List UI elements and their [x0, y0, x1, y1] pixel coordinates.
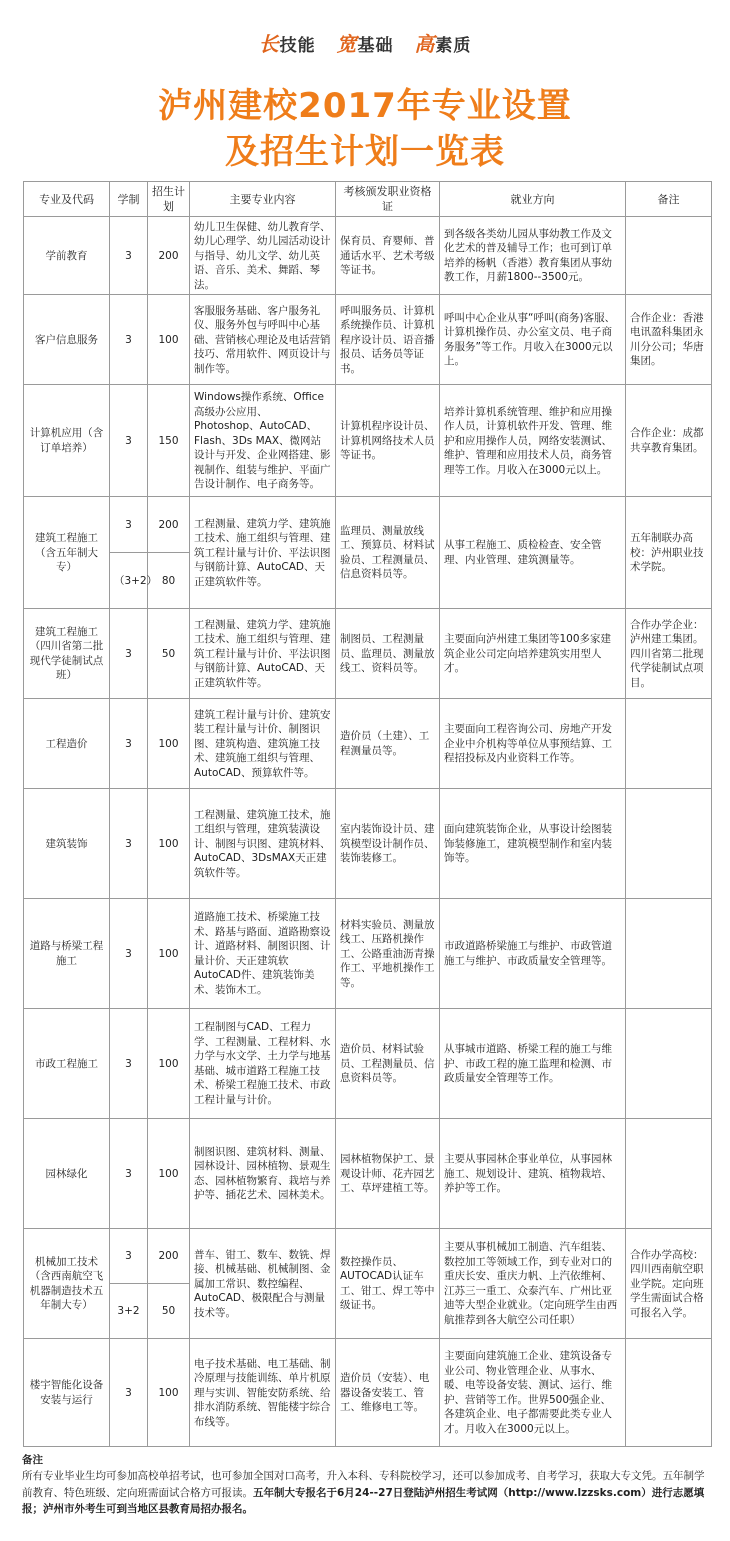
- table-row: [24, 385, 712, 497]
- job-cell: 到各级各类幼儿园从事幼教工作及文化艺术的普及辅导工作；也可到订单培养的杨帆（香港）教育集团从事幼教工作，月薪1800--3500元。: [440, 217, 626, 295]
- cert-cell: 呼叫服务员、计算机系统操作员、计算机程序设计员、语音播报员、话务员等证书。: [336, 295, 440, 385]
- job-cell: 主要面向建筑施工企业、建筑设备专业公司、物业管理企业、从事水、暖、电等设备安装、测试、运行、维护、营销等工作。世界500强企业、各建筑企业、电子都需要此类专业人才。月收入在3000元以上。: [440, 1339, 626, 1447]
- table-row: [24, 699, 712, 789]
- slogan-word-2: 基础: [357, 36, 394, 56]
- table-row: [24, 217, 712, 295]
- notes-section: [22, 1452, 712, 1517]
- cert-cell: 数控操作员、AUTOCAD认证车工、钳工、焊工等中级证书。: [336, 1229, 440, 1339]
- page-title-line1: 泸州建校2017年专业设置: [158, 86, 572, 126]
- job-cell: 从事城市道路、桥梁工程的施工与维护、市政工程的施工监理和检测、市政质量安全管理等工作。: [440, 1009, 626, 1119]
- header-courses: 主要专业内容: [190, 182, 336, 217]
- courses-cell: 电子技术基础、电工基础、制冷原理与技能训练、单片机原理与实训、智能安防系统、给排水消防系统、智能楼宇综合布线等。: [190, 1339, 336, 1447]
- job-cell: 面向建筑装饰企业，从事设计绘图装饰装修施工，建筑模型制作和室内装饰等。: [440, 789, 626, 899]
- courses-cell: 工程测量、建筑力学、建筑施工技术、施工组织与管理、建筑工程计量与计价、平法识图与钢筋计算、AutoCAD、天正建筑软件等。: [190, 609, 336, 699]
- plan-cell: 100: [148, 1339, 190, 1447]
- plan-cell: 80: [148, 553, 190, 609]
- slogan-word-1: 技能: [279, 36, 316, 56]
- plan-cell: 150: [148, 385, 190, 497]
- header-plan: 招生计划: [148, 182, 190, 217]
- table-row: [24, 1339, 712, 1447]
- table-row: [24, 1119, 712, 1229]
- note-cell: 合作办学高校：四川西南航空职业学院。定向班学生需面试合格可报名入学。: [626, 1229, 712, 1339]
- cert-cell: 造价员、材料试验员、工程测量员、信息资料员等。: [336, 1009, 440, 1119]
- table-row: [24, 609, 712, 699]
- years-cell: 3: [110, 295, 148, 385]
- note-cell: 五年制联办高校：泸州职业技术学院。: [626, 497, 712, 609]
- note-cell: [626, 217, 712, 295]
- note-cell: [626, 789, 712, 899]
- job-cell: 培养计算机系统管理、维护和应用操作人员，计算机软件开发、管理、维护和应用操作人员，网络安装测试、维护、管理和应用技术人员，商务管理等工作。月收入在3000元以上。: [440, 385, 626, 497]
- table-row: [24, 1229, 712, 1284]
- note-cell: [626, 1009, 712, 1119]
- years-cell: 3: [110, 699, 148, 789]
- major-cell: 市政工程施工: [24, 1009, 110, 1119]
- job-cell: 主要从事机械加工制造、汽车组装、数控加工等领域工作，到专业对口的重庆长安、重庆力帆、上汽依维柯、江苏三一重工、众泰汽车、广州比亚迪等大型企业就业。（定向班学生由西航推荐到各大航空公司任职）: [440, 1229, 626, 1339]
- years-cell: 3: [110, 789, 148, 899]
- note-cell: 合作办学企业：泸州建工集团。四川省第二批现代学徒制试点项目。: [626, 609, 712, 699]
- note-cell: 合作企业：香港电讯盈科集团永川分公司；华唐集团。: [626, 295, 712, 385]
- courses-cell: 幼儿卫生保健、幼儿教育学、幼儿心理学、幼儿园活动设计与指导、幼儿文学、幼儿英语、音乐、美术、舞蹈、琴法。: [190, 217, 336, 295]
- slogan-char-2: 宽: [336, 32, 358, 56]
- courses-cell: 制图识图、建筑材料、测量、园林设计、园林植物、景观生态、园林植物繁育、栽培与养护等、插花艺术、园林美术。: [190, 1119, 336, 1229]
- notes-text: 所有专业毕业生均可参加高校单招考试，也可参加全国对口高考，升入本科、专科院校学习，还可以参加成考、自考学习，获取大专文凭。五年制学前教育、特色班级、定向班需面试合格方可报读。: [22, 1470, 705, 1499]
- plan-cell: 100: [148, 789, 190, 899]
- table-row: [24, 789, 712, 899]
- table-row: [24, 1009, 712, 1119]
- job-cell: 主要面向泸州建工集团等100多家建筑企业公司定向培养建筑实用型人才。: [440, 609, 626, 699]
- cert-cell: 制图员、工程测量员、监理员、测量放线工、资料员等。: [336, 609, 440, 699]
- years-cell: 3: [110, 1229, 148, 1284]
- cert-cell: 造价员（安装）、电器设备安装工、管工、维修电工等。: [336, 1339, 440, 1447]
- cert-cell: 造价员（土建）、工程测量员等。: [336, 699, 440, 789]
- job-cell: 从事工程施工、质检检查、安全管理、内业管理、建筑测量等。: [440, 497, 626, 609]
- slogan-word-3: 素质: [435, 36, 472, 56]
- years-cell: 3: [110, 1119, 148, 1229]
- courses-cell: 普车、钳工、数车、数铣、焊接、机械基础、机械制图、金属加工常识、数控编程、AutoCAD、极限配合与测量技术等。: [190, 1229, 336, 1339]
- major-cell: 工程造价: [24, 699, 110, 789]
- years-cell: 3: [110, 1009, 148, 1119]
- major-cell: 建筑工程施工（含五年制大专）: [24, 497, 110, 609]
- courses-cell: 道路施工技术、桥梁施工技术、路基与路面、道路勘察设计、道路材料、制图识图、计量计价、天正建筑软AutoCAD件、建筑装饰美术、装饰木工。: [190, 899, 336, 1009]
- plan-cell: 100: [148, 699, 190, 789]
- job-cell: 主要面向工程咨询公司、房地产开发企业中介机构等单位从事预结算、工程招投标及内业资料工作等。: [440, 699, 626, 789]
- plan-cell: 100: [148, 899, 190, 1009]
- years-cell: 3: [110, 385, 148, 497]
- slogan-char-3: 高: [414, 32, 436, 56]
- header-job: 就业方向: [440, 182, 626, 217]
- table-header-row: [24, 182, 712, 217]
- courses-cell: 客服服务基础、客户服务礼仪、服务外包与呼叫中心基础、营销核心理论及电话营销技巧、常用软件、网页设计与制作等。: [190, 295, 336, 385]
- job-cell: 呼叫中心企业从事“呼叫(商务)客服、计算机操作员、办公室文员、电子商务服务”等工作。月收入在3000元以上。: [440, 295, 626, 385]
- plan-cell: 50: [148, 609, 190, 699]
- plan-cell: 100: [148, 1119, 190, 1229]
- notes-body: [22, 1468, 712, 1517]
- page-title-line2: 及招生计划一览表: [225, 132, 505, 172]
- cert-cell: 保育员、育婴师、普通话水平、艺术考级等证书。: [336, 217, 440, 295]
- enrollment-table: [23, 181, 712, 1447]
- plan-cell: 200: [148, 497, 190, 553]
- years-cell: 3: [110, 899, 148, 1009]
- note-cell: [626, 1339, 712, 1447]
- plan-cell: 200: [148, 1229, 190, 1284]
- courses-cell: 工程测量、建筑施工技术，施工组织与管理，建筑装潢设计、制图与识图、建筑材料、AutoCAD、3DsMAX天正建筑软件等。: [190, 789, 336, 899]
- cert-cell: 计算机程序设计员、计算机网络技术人员等证书。: [336, 385, 440, 497]
- slogan: [0, 28, 730, 57]
- plan-cell: 200: [148, 217, 190, 295]
- major-cell: 道路与桥梁工程施工: [24, 899, 110, 1009]
- job-cell: 市政道路桥梁施工与维护、市政管道施工与维护、市政质量安全管理等。: [440, 899, 626, 1009]
- years-cell: 3: [110, 497, 148, 553]
- courses-cell: 工程制图与CAD、工程力学、工程测量、工程材料、水力学与水文学、土力学与地基基础、城市道路工程施工技术、桥梁工程施工技术、市政工程计量与计价。: [190, 1009, 336, 1119]
- cert-cell: 园林植物保护工、景观设计师、花卉园艺工、草坪建植工等。: [336, 1119, 440, 1229]
- header-note: 备注: [626, 182, 712, 217]
- major-cell: 园林绿化: [24, 1119, 110, 1229]
- note-cell: [626, 1119, 712, 1229]
- courses-cell: Windows操作系统、Office高级办公应用、Photoshop、AutoCAD、Flash、3Ds MAX、微网站设计与开发、企业网搭建、影视制作、组装与维护、平面广告设计制作、电子商务等。: [190, 385, 336, 497]
- major-cell: 学前教育: [24, 217, 110, 295]
- header-cert: 考核颁发职业资格证: [336, 182, 440, 217]
- years-cell: 3: [110, 1339, 148, 1447]
- job-cell: 主要从事园林企事业单位，从事园林施工、规划设计、建筑、植物栽培、养护等工作。: [440, 1119, 626, 1229]
- plan-cell: 100: [148, 295, 190, 385]
- header-major: 专业及代码: [24, 182, 110, 217]
- table-row: [24, 295, 712, 385]
- plan-cell: 100: [148, 1009, 190, 1119]
- courses-cell: 工程测量、建筑力学、建筑施工技术、施工组织与管理、建筑工程计量与计价、平法识图与钢筋计算、AutoCAD、天正建筑软件等。: [190, 497, 336, 609]
- cert-cell: 材料实验员、测量放线工、压路机操作工、公路重油沥青操作工、平地机操作工等。: [336, 899, 440, 1009]
- courses-cell: 建筑工程计量与计价、建筑安装工程计量与计价、制图识图、建筑构造、建筑施工技术、建筑施工组织与管理、AutoCAD、预算软件等。: [190, 699, 336, 789]
- major-cell: 建筑工程施工（四川省第二批现代学徒制试点班）: [24, 609, 110, 699]
- table-row: [24, 497, 712, 553]
- cert-cell: 室内装饰设计员、建筑模型设计制作员、装饰装修工。: [336, 789, 440, 899]
- note-cell: [626, 899, 712, 1009]
- cert-cell: 监理员、测量放线工、预算员、材料试验员、工程测量员、信息资料员等。: [336, 497, 440, 609]
- note-cell: 合作企业：成都共享教育集团。: [626, 385, 712, 497]
- years-cell: （3+2）: [110, 553, 148, 609]
- years-cell: 3: [110, 217, 148, 295]
- years-cell: 3+2: [110, 1284, 148, 1339]
- major-cell: 计算机应用（含订单培养）: [24, 385, 110, 497]
- header-years: 学制: [110, 182, 148, 217]
- notes-title: 备注: [22, 1454, 43, 1466]
- notes-bold-text: 五年制大专报名于6月24--27日登陆泸州招生考试网（http://www.lzzsks.com）进行志愿填报；泸州市外考生可到当地区县教育局招办报名。: [22, 1486, 705, 1515]
- major-cell: 机械加工技术（含西南航空飞机器制造技术五年制大专）: [24, 1229, 110, 1339]
- slogan-char-1: 长: [258, 32, 280, 56]
- major-cell: 客户信息服务: [24, 295, 110, 385]
- major-cell: 建筑装饰: [24, 789, 110, 899]
- table-row: [24, 899, 712, 1009]
- plan-cell: 50: [148, 1284, 190, 1339]
- note-cell: [626, 699, 712, 789]
- years-cell: 3: [110, 609, 148, 699]
- major-cell: 楼宇智能化设备安装与运行: [24, 1339, 110, 1447]
